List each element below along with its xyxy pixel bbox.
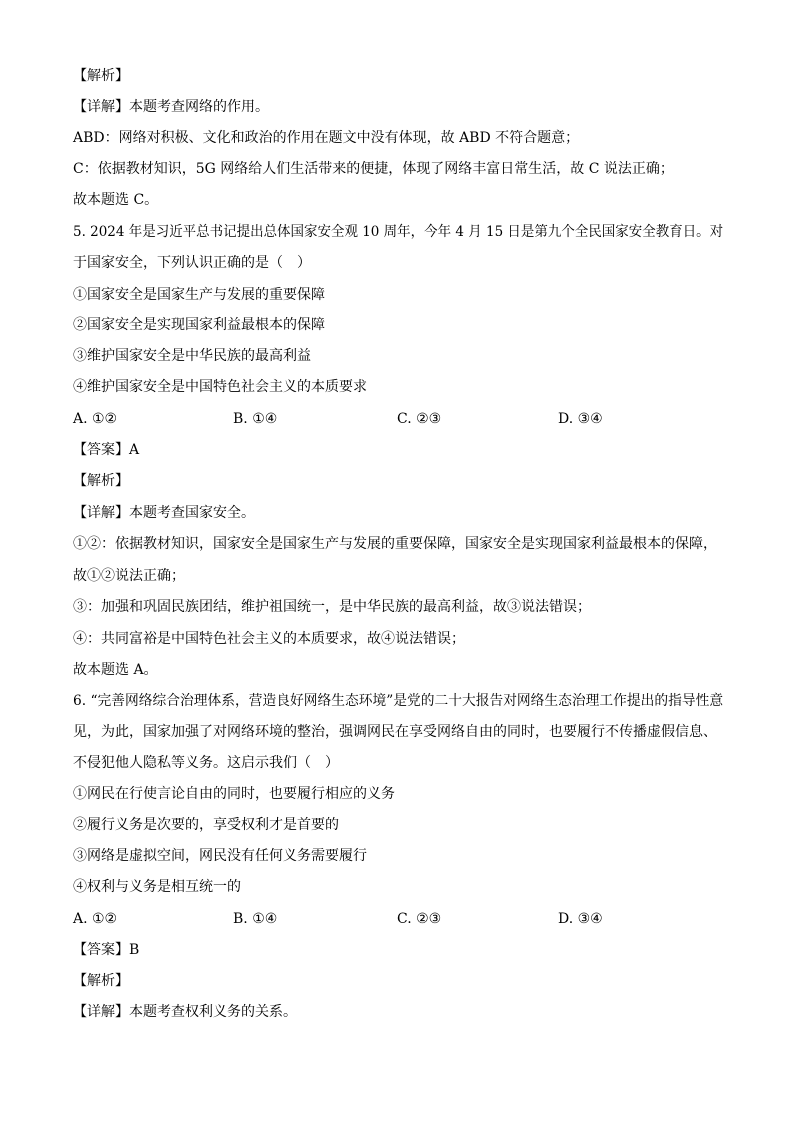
q5-explanation-12-line-2: 故①②说法正确；: [73, 568, 185, 584]
q6-answer: 【答案】B: [73, 942, 140, 958]
q6-analysis-tag: 【解析】: [73, 973, 129, 989]
q5-explanation-4: ④：共同富裕是中国特色社会主义的本质要求，故④说法错误；: [73, 631, 465, 647]
q6-statement-1: ①网民在行使言论自由的同时，也要履行相应的义务: [73, 786, 395, 802]
q5-option-d: D. ③④: [558, 411, 603, 427]
q5-option-b: B. ①④: [233, 411, 278, 427]
q5-statement-2: ②国家安全是实现国家利益最根本的保障: [73, 317, 325, 333]
q5-options-row: [73, 409, 723, 429]
q6-option-b: B. ①④: [233, 911, 278, 927]
q5-explanation-12-line-1: ①②：依据教材知识，国家安全是国家生产与发展的重要保障，国家安全是实现国家利益最根本的保障，: [73, 536, 717, 552]
q6-stem-line-1: 6. “完善网络综合治理体系，营造良好网络生态环境”是党的二十大报告对网络生态治理工作提出的指导性意: [73, 693, 724, 709]
q6-stem-line-3: 不侵犯他人隐私等义务。这启示我们（ ）: [73, 755, 339, 771]
q5-stem-line-1: 5. 2024 年是习近平总书记提出总体国家安全观 10 周年，今年 4 月 15 日是第九个全民国家安全教育日。对: [73, 224, 724, 240]
q6-statement-3: ③网络是虚拟空间，网民没有任何义务需要履行: [73, 848, 367, 864]
q5-statement-3: ③维护国家安全是中华民族的最高利益: [73, 348, 311, 364]
q5-answer: 【答案】A: [73, 442, 140, 458]
q6-option-a: A. ①②: [73, 911, 118, 927]
q6-options-row: [73, 909, 723, 929]
q6-option-c: C. ②③: [397, 911, 442, 927]
q4-detail: 【详解】本题考查网络的作用。: [73, 99, 269, 115]
q5-explanation-3: ③：加强和巩固民族团结，维护祖国统一，是中华民族的最高利益，故③说法错误；: [73, 599, 591, 615]
q5-statement-4: ④维护国家安全是中国特色社会主义的本质要求: [73, 379, 367, 395]
q5-option-c: C. ②③: [397, 411, 442, 427]
q4-analysis-tag: 【解析】: [73, 68, 129, 84]
q6-statement-4: ④权利与义务是相互统一的: [73, 879, 241, 895]
q5-analysis-tag: 【解析】: [73, 473, 129, 489]
q6-option-d: D. ③④: [558, 911, 603, 927]
q5-option-a: A. ①②: [73, 411, 118, 427]
q6-detail: 【详解】本题考查权利义务的关系。: [73, 1004, 297, 1020]
q6-stem-line-2: 见，为此，国家加强了对网络环境的整治，强调网民在享受网络自由的同时，也要履行不传播虚假信息、: [73, 724, 717, 740]
q4-explanation-abd: ABD：网络对积极、文化和政治的作用在题文中没有体现，故 ABD 不符合题意；: [73, 130, 580, 146]
q4-conclusion: 故本题选 C。: [73, 192, 159, 208]
q6-statement-2: ②履行义务是次要的，享受权利才是首要的: [73, 817, 339, 833]
q5-conclusion: 故本题选 A。: [73, 662, 158, 678]
q4-explanation-c: C：依据教材知识，5G 网络给人们生活带来的便捷，体现了网络丰富日常生活，故 C 说法正确；: [73, 161, 674, 177]
q5-statement-1: ①国家安全是国家生产与发展的重要保障: [73, 287, 325, 303]
q5-detail: 【详解】本题考查国家安全。: [73, 505, 255, 521]
q5-stem-line-2: 于国家安全，下列认识正确的是（ ）: [73, 255, 311, 271]
